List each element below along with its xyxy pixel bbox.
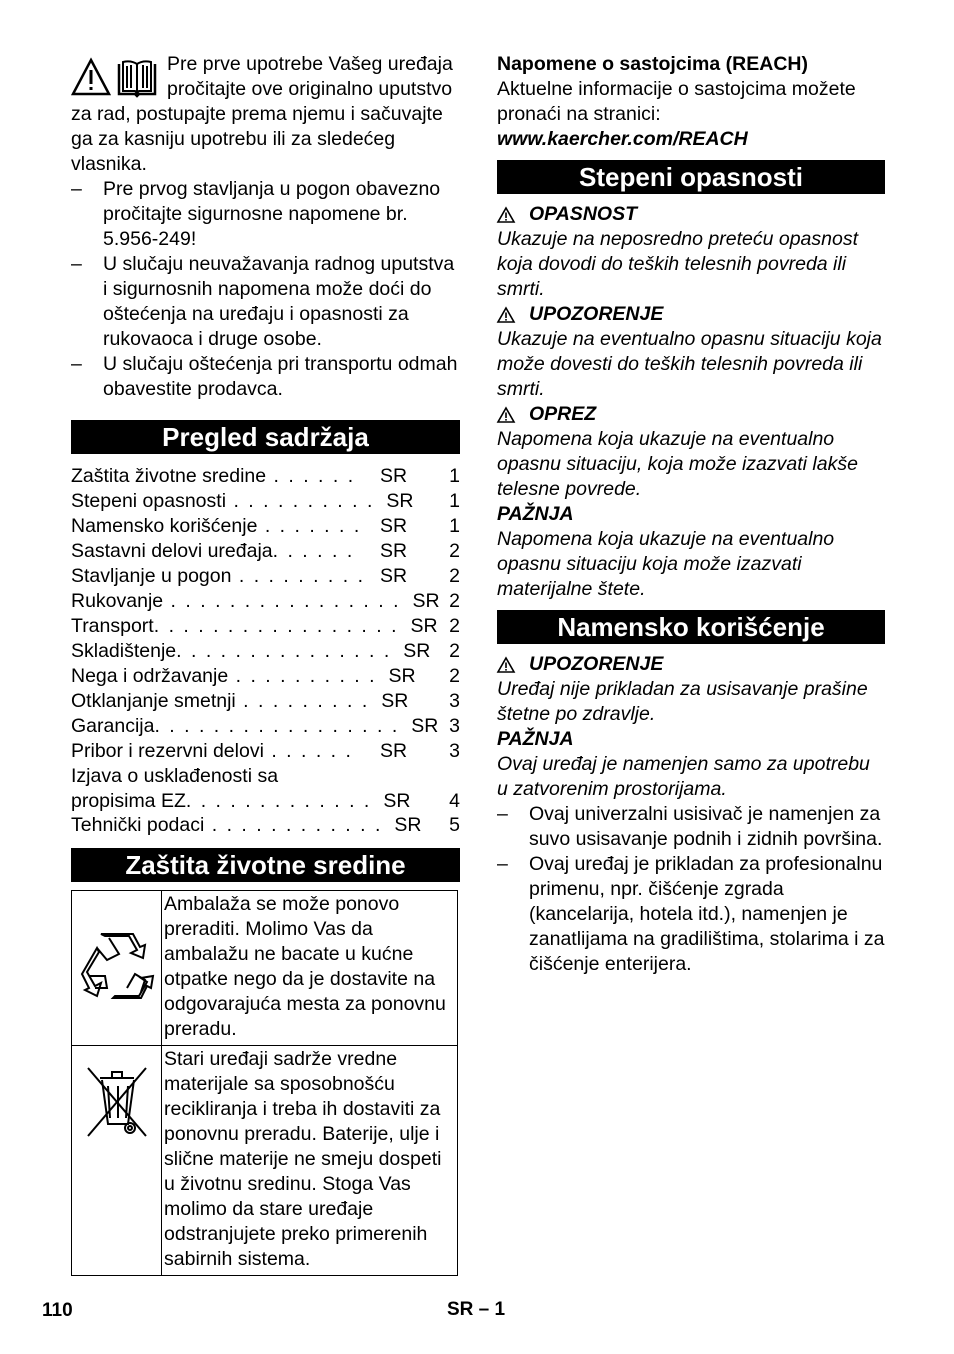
warning-label: UPOZORENJE bbox=[529, 653, 664, 675]
toc-lang: SR bbox=[381, 690, 409, 712]
intended-bullet: – Ovaj uređaj je prikladan za profesionalnu primenu, npr. čišćenje zgrada (kancelarija, hotela itd.), namenjen je zanatlijama na gradilištima, stolarima i za čišćenje enterijera. bbox=[497, 852, 885, 977]
toc-dots: . . . . . . bbox=[263, 740, 353, 762]
toc-row[interactable] bbox=[71, 664, 460, 689]
hazard-label bbox=[497, 302, 885, 327]
table-row bbox=[72, 1046, 458, 1276]
toc-page: 3 bbox=[449, 690, 460, 712]
intro-block bbox=[71, 52, 460, 177]
toc-row[interactable] bbox=[71, 739, 460, 764]
toc-row[interactable] bbox=[71, 539, 460, 564]
toc-row[interactable] bbox=[71, 564, 460, 589]
hazard-description: Ukazuje na eventualno opasnu situaciju koja može dovesti do teških telesnih povreda ili smrti. bbox=[497, 328, 882, 400]
environment-heading: Zaštita životne sredine bbox=[71, 848, 460, 882]
toc-title: Skladištenje bbox=[71, 640, 177, 662]
toc-title: Zaštita životne sredine bbox=[71, 465, 267, 487]
intended-bullet: – Ovaj univerzalni usisivač je namenjen za suvo usisavanje podnih i zidnih površina. bbox=[497, 802, 885, 852]
toc-row[interactable] bbox=[71, 514, 460, 539]
toc-lang: SR bbox=[410, 615, 438, 637]
environment-text: Stari uređaji sadrže vredne materijale sa sposobnošću recikliranja i treba ih dostaviti za ponovnu preradu. Baterije, ulje i slične materije ne smeju dospeti u životnu sredinu. Stoga Vas molimo da stare uređaje odstranjujete preko primerenih sabirnih sistema. bbox=[162, 1046, 458, 1276]
recycling-icon-cell bbox=[72, 891, 162, 1046]
toc-lang: SR bbox=[380, 565, 408, 587]
warning-triangle-icon bbox=[497, 307, 515, 323]
intro-bullet: – Pre prvog stavljanja u pogon obavezno pročitajte sigurnosne napomene br. 5.956-249! bbox=[71, 177, 460, 252]
toc-page: 3 bbox=[449, 715, 460, 737]
left-column bbox=[71, 52, 460, 1276]
toc-title: Rukovanje bbox=[71, 590, 164, 612]
toc-dots: . . . . . . . . . . . . bbox=[204, 814, 383, 836]
toc-title: Transport bbox=[71, 615, 154, 637]
toc-title: Pribor i rezervni delovi bbox=[71, 740, 264, 762]
toc-lang: SR bbox=[388, 665, 416, 687]
intended-use-heading: Namensko korišćenje bbox=[497, 610, 885, 644]
toc-lang: SR bbox=[403, 640, 431, 662]
toc-lang: SR bbox=[380, 515, 408, 537]
hazard-heading: Stepeni opasnosti bbox=[497, 160, 885, 194]
warning-text: Uređaj nije prikladan za usisavanje prašine štetne po zdravlje. bbox=[497, 678, 868, 725]
toc-dots: . . . . . . bbox=[266, 465, 356, 487]
right-column bbox=[497, 52, 885, 977]
toc-lang: SR bbox=[386, 490, 414, 512]
hazard-label bbox=[497, 202, 885, 227]
toc-dots: . . . . . . . . . bbox=[235, 690, 370, 712]
toc-dots: . . . . . . . . . . . . . . . . bbox=[163, 590, 401, 612]
toc-title: Namensko korišćenje bbox=[71, 515, 258, 537]
toc-row[interactable] bbox=[71, 589, 460, 614]
toc-page: 2 bbox=[449, 615, 460, 637]
toc-row[interactable] bbox=[71, 789, 460, 813]
toc-title: Izjava o usklađenosti sa bbox=[71, 765, 279, 787]
toc-page: 2 bbox=[449, 540, 460, 562]
toc-lang: SR bbox=[411, 715, 439, 737]
toc-dots: . . . . . . . . . bbox=[231, 565, 365, 587]
toc-title: Stavljanje u pogon bbox=[71, 565, 232, 587]
toc-page: 4 bbox=[449, 790, 460, 812]
hazard-levels bbox=[497, 202, 885, 602]
reach-title: Napomene o sastojcima (REACH) bbox=[497, 53, 808, 75]
toc-page: 1 bbox=[449, 515, 460, 537]
toc-row[interactable] bbox=[71, 764, 460, 789]
note-label: PAŽNJA bbox=[497, 728, 574, 750]
toc-title: Garancija bbox=[71, 715, 155, 737]
toc-row[interactable] bbox=[71, 813, 460, 838]
warning-heading bbox=[497, 652, 885, 677]
toc-title: propisima EZ bbox=[71, 790, 186, 812]
toc-page: 2 bbox=[449, 665, 460, 687]
hazard-description: Napomena koja ukazuje na eventualno opasnu situaciju koja može izazvati materijalne štete. bbox=[497, 528, 835, 600]
toc-page: 2 bbox=[449, 640, 460, 662]
reach-text: Aktuelne informacije o sastojcima možete pronaći na stranici: bbox=[497, 78, 856, 125]
intro-bullet: – U slučaju oštećenja pri transportu odmah obavestite prodavca. bbox=[71, 352, 460, 402]
toc-row[interactable] bbox=[71, 689, 460, 714]
toc-lang: SR bbox=[380, 465, 408, 487]
toc-dots: . . . . . . . . . . . . . . . bbox=[176, 640, 392, 662]
hazard-label-text: OPREZ bbox=[529, 403, 597, 425]
table-of-contents bbox=[71, 464, 460, 838]
warning-triangle-icon bbox=[497, 657, 515, 673]
environment-table bbox=[71, 890, 458, 1276]
toc-page: 3 bbox=[449, 740, 460, 762]
section-label: SR – 1 bbox=[447, 1299, 506, 1320]
toc-lang: SR bbox=[412, 590, 440, 612]
toc-dots: . . . . . . . . . . . . . . . . . bbox=[153, 615, 399, 637]
manual-book-icon bbox=[115, 58, 159, 98]
toc-dots: . . . . . . . . . . . . . bbox=[185, 790, 372, 812]
toc-heading: Pregled sadržaja bbox=[71, 420, 460, 454]
toc-dots: . . . . . . bbox=[272, 540, 355, 562]
reach-link[interactable]: www.kaercher.com/REACH bbox=[497, 128, 748, 150]
toc-row[interactable] bbox=[71, 639, 460, 664]
toc-dots: . . . . . . . . . . . . . . . . . bbox=[154, 715, 400, 737]
toc-title: Otklanjanje smetnji bbox=[71, 690, 236, 712]
toc-lang: SR bbox=[383, 790, 411, 812]
toc-row[interactable] bbox=[71, 714, 460, 739]
toc-page: 2 bbox=[449, 590, 460, 612]
toc-page: 5 bbox=[449, 814, 460, 836]
table-row bbox=[72, 891, 458, 1046]
toc-title: Tehnički podaci bbox=[71, 814, 205, 836]
hazard-label-text: OPASNOST bbox=[529, 203, 637, 225]
toc-title: Sastavni delovi uređaja bbox=[71, 540, 273, 562]
intro-icons bbox=[71, 58, 159, 102]
toc-dots: . . . . . . . bbox=[257, 515, 362, 537]
bin-icon-cell bbox=[72, 1046, 162, 1276]
hazard-label-text: UPOZORENJE bbox=[529, 303, 664, 325]
toc-lang: SR bbox=[394, 814, 422, 836]
toc-dots: . . . . . . . . . . bbox=[226, 490, 375, 512]
intro-text: Pre prve upotrebe Vašeg uređaja pročitajte ove originalno uputstvo za rad, postupajte prema njemu i sačuvajte ga za kasniju upotrebu ili za sledećeg vlasnika. bbox=[71, 53, 453, 175]
toc-page: 2 bbox=[449, 565, 460, 587]
hazard-description: Ukazuje na neposredno preteću opasnost koja dovodi do teških telesnih povreda ili smrti. bbox=[497, 228, 858, 300]
toc-page: 1 bbox=[449, 490, 460, 512]
hazard-label bbox=[497, 402, 885, 427]
toc-dots: . . . . . . . . . . bbox=[228, 665, 377, 687]
warning-triangle-icon bbox=[497, 207, 515, 223]
toc-title: Stepeni opasnosti bbox=[71, 490, 227, 512]
toc-row[interactable] bbox=[71, 464, 460, 489]
toc-lang: SR bbox=[380, 540, 408, 562]
hazard-label-text: PAŽNJA bbox=[497, 503, 574, 525]
page-number: 110 bbox=[42, 1300, 73, 1321]
toc-title: Nega i održavanje bbox=[71, 665, 229, 687]
note-text: Ovaj uređaj je namenjen samo za upotrebu u zatvorenim prostorijama. bbox=[497, 753, 870, 800]
warning-triangle-icon bbox=[497, 407, 515, 423]
crossed-out-bin-icon bbox=[82, 1064, 152, 1140]
recycling-icon bbox=[79, 926, 155, 1002]
environment-text: Ambalaža se može ponovo preraditi. Molimo Vas da ambalažu ne bacate u kućne otpatke nego da je dostavite na odgovarajuća mesta za ponovnu preradu. bbox=[162, 891, 458, 1046]
toc-page: 1 bbox=[449, 465, 460, 487]
intro-bullet: – U slučaju neuvažavanja radnog uputstva i sigurnosnih napomena može doći do oštećenja na uređaju i opasnosti za rukovaoca i druge osobe. bbox=[71, 252, 460, 352]
toc-row[interactable] bbox=[71, 489, 460, 514]
hazard-description: Napomena koja ukazuje na eventualno opasnu situaciju, koja može izazvati lakše telesne povrede. bbox=[497, 428, 858, 500]
hazard-label bbox=[497, 502, 885, 527]
toc-row[interactable] bbox=[71, 614, 460, 639]
toc-lang: SR bbox=[380, 740, 408, 762]
